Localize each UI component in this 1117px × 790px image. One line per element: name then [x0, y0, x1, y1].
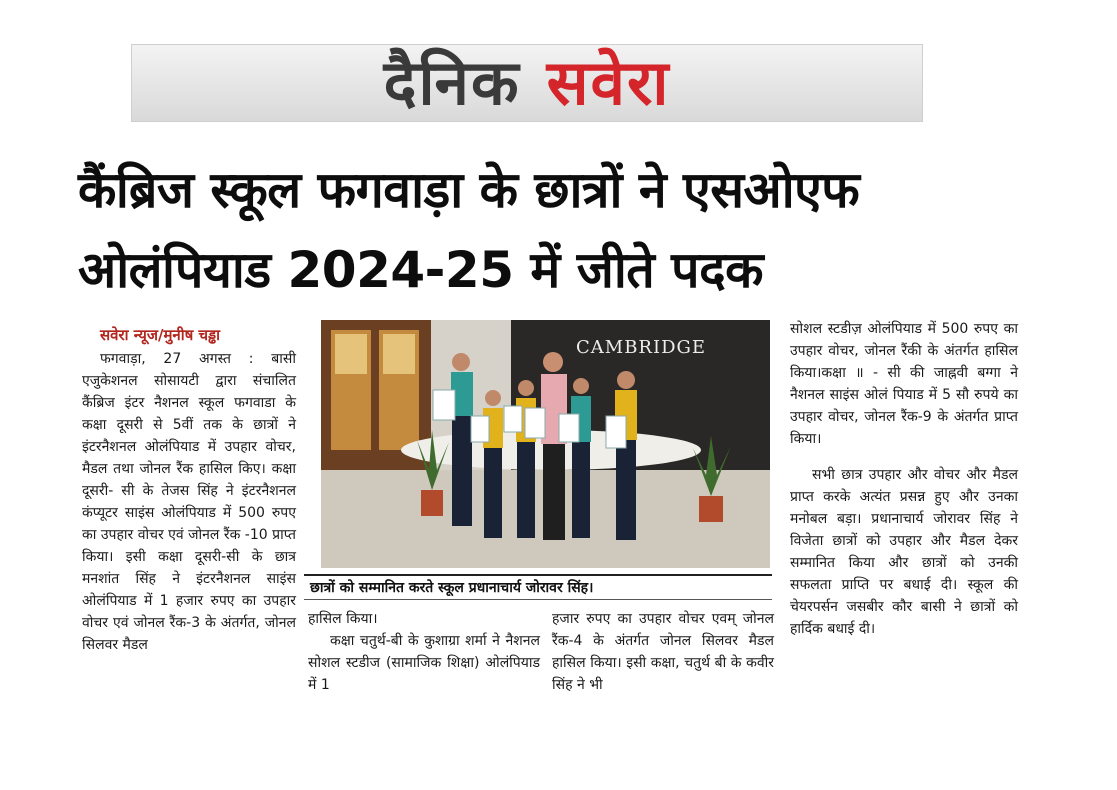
column-1-text: फगवाड़ा, 27 अगस्त : बासी एजुकेशनल सोसायटी द्वारा संचालित कैंब्रिज इंटर नैशनल स्कूल फगवाडा के कक्षा दूसरी से 5वीं तक के छात्रों ने इंटरनैशनल ओलंपियाड में उपहार वोचर, मैडल तथा जोनल रैंक हासिल किए। कक्षा दूसरी- सी के तेजस सिंह ने इंटरनैशनल कंप्यूटर साइंस ओलंपियाड में 500 रुपए का उपहार वोचर एवं जोनल रैंक -10 प्राप्त किया। इसी कक्षा दूसरी-सी के छात्र मनशांत सिंह ने इंटरनैशनल साइंस ओलंपियाड में 1 हजार रुपए का उपहार वोचर एवं जोनल रैंक-3 के अंतर्गत, जोनल सिलवर मैडल — [82, 351, 296, 653]
article-column-1 — [82, 324, 296, 656]
byline: सवेरा न्यूज/मुनीष चड्ढा — [100, 326, 221, 344]
column-4-paragraph-2: सभी छात्र उपहार और वोचर और मैडल प्राप्त करके अत्यंत प्रसन्न हुए और उनका मनोबल बड़ा। प्रधानाचार्य जोरावर सिंह ने विजेता छात्रों को उपहार और मैडल देकर सम्मानित किया और छात्रों को उनकी सफलता प्राप्ति पर बधाई दी। स्कूल की चेयरपर्सन जसबीर कौर बासी ने छात्रों को हार्दिक बधाई दी। — [790, 467, 1018, 637]
photo-caption: छात्रों को सम्मानित करते स्कूल प्रधानाचार्य जोरावर सिंह। — [304, 574, 772, 600]
news-photo — [321, 320, 770, 568]
masthead-word-savera: सवेरा — [546, 46, 671, 119]
newspaper-masthead — [131, 44, 923, 122]
article-column-3 — [552, 608, 774, 696]
column-4-paragraph-1: सोशल स्टडीज़ ओलंपियाड में 500 रुपए का उपहार वोचर, जोनल रैंकी के अंतर्गत हासिल किया।कक्षा ॥ - सी की जाह्नवी बग्गा ने नैशनल साइंस ओलं पियाड में 5 सौ रुपये का उपहार वोचर, जोनल रैंक-9 के अंतर्गत प्राप्त किया। — [790, 321, 1018, 447]
students-with-principal-photo — [321, 320, 770, 568]
headline-line-1: कैंब्रिज स्कूल फगवाड़ा के छात्रों ने एसओएफ — [78, 161, 860, 219]
column-3-text: हजार रुपए का उपहार वोचर एवम् जोनल रैंक-4 के अंतर्गत जोनल सिलवर मैडल हासिल किया। इसी कक्षा, चतुर्थ बी के कवीर सिंह ने भी — [552, 611, 774, 693]
article-column-2 — [308, 608, 540, 696]
column-2-first-line: हासिल किया। — [308, 611, 378, 627]
headline-line-2: ओलंपियाड 2024-25 में जीते पदक — [78, 241, 764, 299]
cambridge-sign: CAMBRIDGE — [576, 337, 707, 358]
masthead-word-dainik: दैनिक — [383, 46, 521, 119]
article-column-4 — [790, 318, 1018, 640]
column-2-text: कक्षा चतुर्थ-बी के कुशाग्रा शर्मा ने नैशनल सोशल स्टडीज (सामाजिक शिक्षा) ओलंपियाड में 1 — [308, 633, 540, 693]
